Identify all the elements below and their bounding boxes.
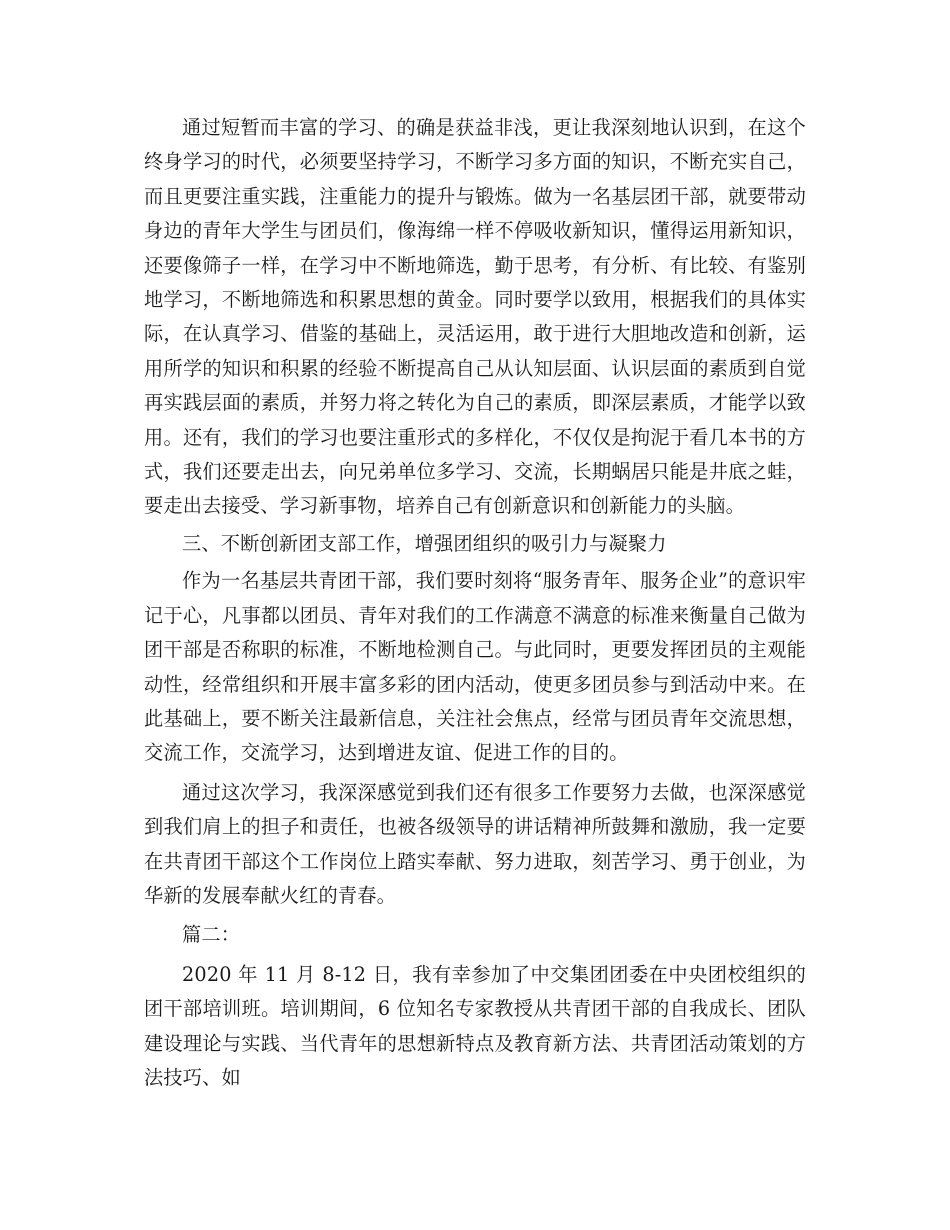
paragraph-learning-reflection: 通过短暂而丰富的学习、的确是获益非浅，更让我深刻地认识到，在这个终身学习的时代，必须要坚持学习，不断学习多方面的知识，不断充实自己，而且更要注重实践，注重能力的提升与锻炼。做为一名基层团干部，就要带动身边的青年大学生与团员们，像海绵一样不停吸收新知识，懂得运用新知识，还要像筛子一样，在学习中不断地筛选，勤于思考，有分析、有比较、有鉴别地学习，不断地筛选和积累思想的黄金。同时要学以致用，根据我们的具体实际，在认真学习、借鉴的基础上，灵活运用，敢于进行大胆地改造和创新，运用所学的知识和积累的经验不断提高自己从认知层面、认识层面的素质到自觉再实践层面的素质，并努力将之转化为自己的素质，即深层素质，才能学以致用。还有，我们的学习也要注重形式的多样化，不仅仅是拘泥于看几本书的方式，我们还要走出去，向兄弟单位多学习、交流，长期蜗居只能是井底之蛙，要走出去接受、学习新事物，培养自己有创新意识和创新能力的头脑。 [144,116,806,518]
paragraph-league-cadre-duty: 作为一名基层共青团干部，我们要时刻将“服务青年、服务企业”的意识牢记于心，凡事都以团员、青年对我们的工作满意不满意的标准来衡量自己做为团干部是否称职的标准，不断地检测自己。与此同时，更要发挥团员的主观能动性，经常组织和开展丰富多彩的团内活动，使更多团员参与到活动中来。在此基础上，要不断关注最新信息，关注社会焦点，经常与团员青年交流思想，交流工作，交流学习，达到增进友谊、促进工作的目的。 [144,569,806,765]
paragraph-conclusion: 通过这次学习，我深深感觉到我们还有很多工作要努力去做，也深深感觉到我们肩上的担子和责任，也被各级领导的讲话精神所鼓舞和激励，我一定要在共青团干部这个工作岗位上踏实奉献、努力进取，刻苦学习、勇于创业，为华新的发展奉献火红的青春。 [144,780,806,907]
document-body [144,111,806,1095]
paragraph-training-intro: 2020 年 11 月 8-12 日，我有幸参加了中交集团团委在中央团校组织的团干部培训班。培训期间，6 位知名专家教授从共青团干部的自我成长、团队建设理论与实践、当代青年的思想新特点及教育新方法、共青团活动策划的方法技巧、如 [144,962,806,1089]
section-heading-innovation: 三、不断创新团支部工作，增强团组织的吸引力与凝聚力 [182,531,667,555]
section-heading-part-two: 篇二： [182,923,241,947]
